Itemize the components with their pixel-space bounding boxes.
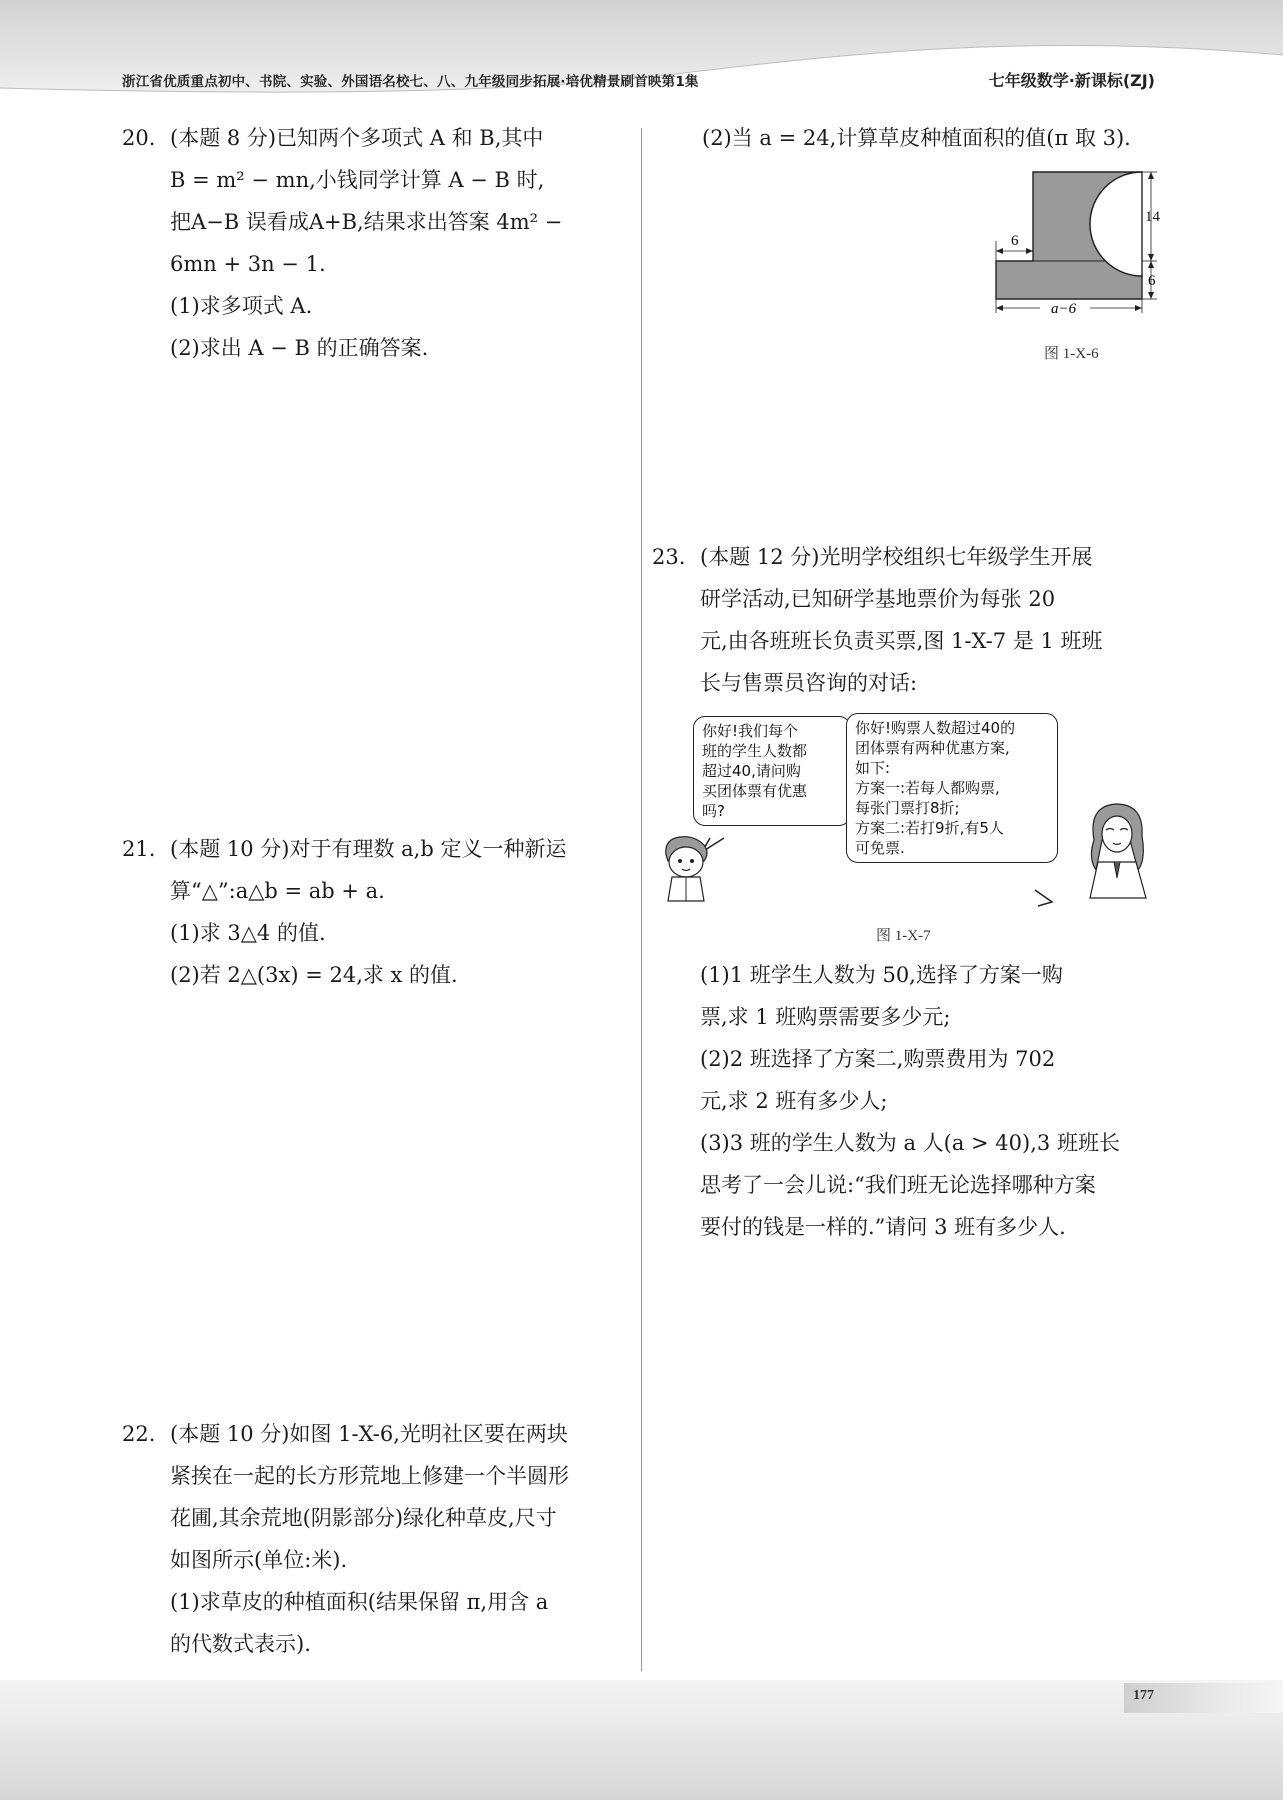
student-speech-bubble <box>693 716 851 826</box>
question-22 <box>122 1413 632 1665</box>
sub-question-2: (2)若 2△(3x) = 24,求 x 的值. <box>170 963 458 987</box>
question-text-line: (本题 8 分)已知两个多项式 A 和 B,其中 <box>170 126 544 150</box>
label-14: 14 <box>1145 209 1160 225</box>
bubble-line: 可免票. <box>855 839 905 857</box>
sub-question-2: (2)当 a = 24,计算草皮种植面积的值(π 取 3). <box>702 126 1131 150</box>
sub-question-1: (1)求 3△4 的值. <box>170 921 326 945</box>
page-number: 177 <box>1133 1688 1154 1703</box>
figure-caption-1-x-6: 图 1-X-6 <box>1044 346 1099 362</box>
sub-question-3-cont: 思考了一会儿说:“我们班无论选择哪种方案 <box>700 1173 1096 1197</box>
question-22-part-2 <box>702 117 1172 159</box>
question-text-line: B = m² − mn,小钱同学计算 A − B 时, <box>170 168 545 192</box>
question-text-line: 长与售票员咨询的对话: <box>700 671 918 695</box>
question-number: 23. <box>652 545 686 569</box>
sub-question-1-cont: 的代数式表示). <box>170 1632 311 1656</box>
header-band <box>0 0 1283 110</box>
header-series-title: 浙江省优质重点初中、书院、实验、外国语名校七、八、九年级同步拓展·培优精景刷首映第1集 <box>122 74 699 90</box>
clerk-illustration <box>1080 800 1154 900</box>
sub-question-3-cont: 要付的钱是一样的.”请问 3 班有多少人. <box>700 1215 1066 1239</box>
bubble-line: 买团体票有优惠 <box>702 782 808 800</box>
header-subject: 七年级数学·新课标(ZJ) <box>988 71 1155 90</box>
bubble-line: 吗? <box>702 802 725 820</box>
bubble-line: 如下: <box>855 759 891 777</box>
student-illustration <box>660 835 712 903</box>
bubble-line: 团体票有两种优惠方案, <box>855 739 1010 757</box>
question-20 <box>122 117 632 369</box>
sub-question-2: (2)2 班选择了方案二,购票费用为 702 <box>700 1047 1056 1071</box>
question-text-line: 算“△”:a△b = ab + a. <box>170 879 385 903</box>
figure-caption-1-x-7: 图 1-X-7 <box>876 928 931 944</box>
question-text-line: 元,由各班班长负责买票,图 1-X-7 是 1 班班 <box>700 629 1103 653</box>
question-text-line: (本题 10 分)如图 1-X-6,光明社区要在两块 <box>170 1422 568 1446</box>
sub-question-3: (3)3 班的学生人数为 a 人(a > 40),3 班班长 <box>700 1131 1120 1155</box>
label-6-top: 6 <box>1011 233 1019 249</box>
label-a-minus-6: a−6 <box>1051 301 1077 315</box>
question-text-line: (本题 12 分)光明学校组织七年级学生开展 <box>700 545 1093 569</box>
question-text-line: 研学活动,已知研学基地票价为每张 20 <box>700 587 1056 611</box>
bubble-line: 方案二:若打9折,有5人 <box>855 819 1004 837</box>
question-23 <box>652 536 1172 704</box>
sub-question-2: (2)求出 A − B 的正确答案. <box>170 336 429 360</box>
bubble-line: 方案一:若每人都购票, <box>855 779 1000 797</box>
bubble-line: 班的学生人数都 <box>702 742 808 760</box>
question-text-line: 把A−B 误看成A+B,结果求出答案 4m² − <box>170 210 563 234</box>
sub-question-1-cont: 票,求 1 班购票需要多少元; <box>700 1005 951 1029</box>
question-text-line: 如图所示(单位:米). <box>170 1548 348 1572</box>
bubble-line: 每张门票打8折; <box>855 799 960 817</box>
column-divider <box>641 128 642 1671</box>
bubble-line: 你好!我们每个 <box>702 722 799 740</box>
bubble-line: 你好!购票人数超过40的 <box>855 719 1016 737</box>
bubble-tails <box>680 820 1100 920</box>
sub-question-2-cont: 元,求 2 班有多少人; <box>700 1089 888 1113</box>
sub-question-1: (1)求多项式 A. <box>170 294 313 318</box>
question-number: 21. <box>122 837 156 861</box>
question-number: 20. <box>122 126 156 150</box>
sub-question-1: (1)1 班学生人数为 50,选择了方案一购 <box>700 963 1063 987</box>
question-text-line: (本题 10 分)对于有理数 a,b 定义一种新运 <box>170 837 567 861</box>
question-21 <box>122 828 632 996</box>
question-text-line: 花圃,其余荒地(阴影部分)绿化种草皮,尺寸 <box>170 1506 557 1530</box>
question-text-line: 6mn + 3n − 1. <box>170 252 326 276</box>
question-23-parts <box>700 954 1172 1248</box>
footer-band <box>0 1680 1283 1800</box>
figure-1-x-6 <box>985 165 1165 315</box>
label-6-right: 6 <box>1148 273 1156 289</box>
sub-question-1: (1)求草皮的种植面积(结果保留 π,用含 a <box>170 1590 549 1614</box>
bubble-line: 超过40,请问购 <box>702 762 801 780</box>
question-text-line: 紧挨在一起的长方形荒地上修建一个半圆形 <box>170 1464 569 1488</box>
question-number: 22. <box>122 1422 156 1446</box>
